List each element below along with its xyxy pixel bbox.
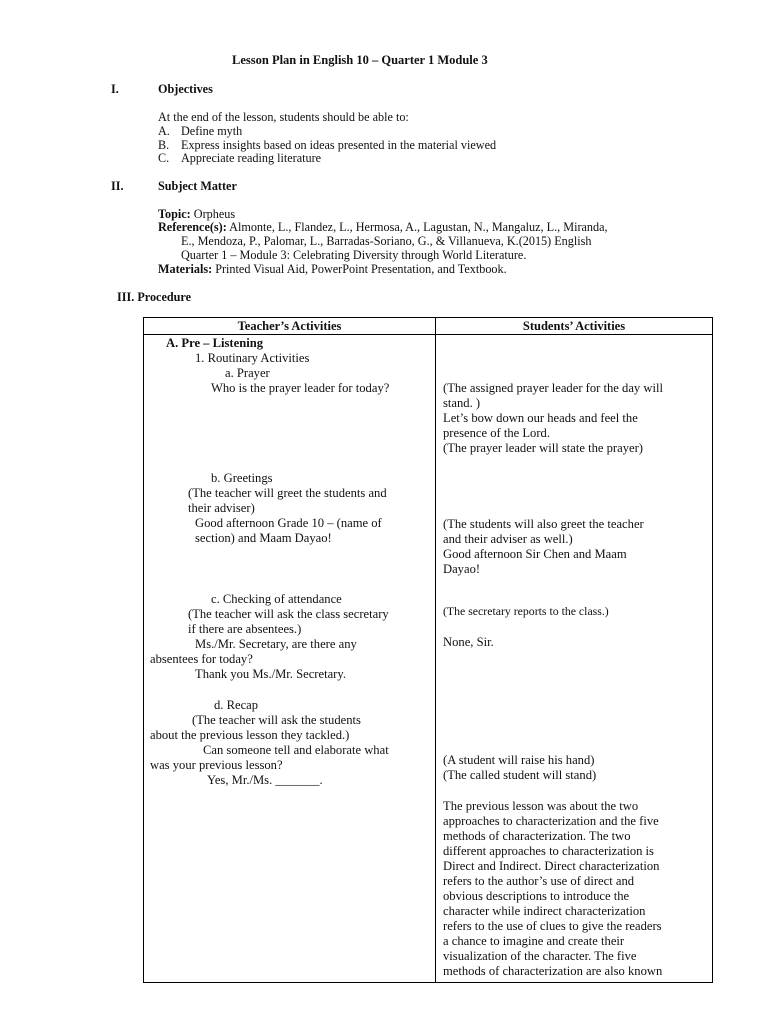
prayer-response-2: stand. )	[443, 396, 481, 410]
reference-text: Almonte, L., Flandez, L., Hermosa, A., Lagustan, N., Mangaluz, L., Miranda,	[229, 220, 608, 234]
routinary-activities: 1. Routinary Activities	[195, 351, 310, 365]
recap-answer-line: methods of characterization are also known	[443, 964, 663, 978]
prayer-question: Who is the prayer leader for today?	[211, 381, 390, 395]
page-title: Lesson Plan in English 10 – Quarter 1 Module 3	[232, 53, 488, 67]
reference-line-2: E., Mendoza, P., Palomar, L., Barradas-Soriano, G., & Villanueva, K.(2015) English	[181, 234, 592, 248]
recap-answer-line: obvious descriptions to introduce the	[443, 889, 630, 903]
objective-item-text: Express insights based on ideas presented in the material viewed	[181, 138, 497, 152]
recap-answer-line: refers to the use of clues to give the readers	[443, 919, 662, 933]
recap-question-2: was your previous lesson?	[150, 758, 283, 772]
materials-value: Printed Visual Aid, PowerPoint Presentation, and Textbook.	[215, 262, 507, 276]
recap-note-2: about the previous lesson they tackled.)	[150, 728, 350, 742]
subject-matter-heading: Subject Matter	[158, 179, 237, 193]
greetings-line-2: section) and Maam Dayao!	[195, 531, 332, 545]
objective-item-text: Define myth	[181, 124, 243, 138]
prayer-response-5: (The prayer leader will state the prayer)	[443, 441, 643, 455]
attendance-response: (The secretary reports to the class.)	[443, 604, 609, 618]
attendance-question-2: absentees for today?	[150, 652, 253, 666]
greetings-response-2: and their adviser as well.)	[443, 532, 573, 546]
pre-listening-heading: A. Pre – Listening	[166, 336, 264, 350]
prayer-response-4: presence of the Lord.	[443, 426, 550, 440]
recap-answer-line: Direct and Indirect. Direct characterization	[443, 859, 660, 873]
topic-value: Orpheus	[193, 207, 236, 221]
objectives-heading: Objectives	[158, 82, 213, 96]
recap-answer-line: character while indirect characterization	[443, 904, 646, 918]
attendance-question-1: Ms./Mr. Secretary, are there any	[195, 637, 357, 651]
greetings-label: b. Greetings	[211, 471, 273, 485]
subject-matter-number: II.	[111, 179, 124, 193]
recap-answer-line: different approaches to characterization is	[443, 844, 654, 858]
recap-note-1: (The teacher will ask the students	[192, 713, 361, 727]
students-activities-header: Students’ Activities	[522, 319, 626, 333]
greetings-note-1: (The teacher will greet the students and	[188, 486, 387, 500]
attendance-thanks: Thank you Ms./Mr. Secretary.	[195, 667, 346, 681]
attendance-note-2: if there are absentees.)	[188, 622, 302, 636]
objectives-intro: At the end of the lesson, students should be able to:	[158, 110, 409, 124]
topic-label: Topic:	[158, 207, 191, 221]
teacher-activities-header: Teacher’s Activities	[237, 319, 342, 333]
recap-answer-line: refers to the author’s use of direct and	[443, 874, 635, 888]
greetings-response-1: (The students will also greet the teacher	[443, 517, 644, 531]
recap-question-1: Can someone tell and elaborate what	[203, 743, 389, 757]
greetings-note-2: their adviser)	[188, 501, 255, 515]
greetings-response-3: Good afternoon Sir Chen and Maam	[443, 547, 627, 561]
procedure-table	[143, 317, 713, 983]
attendance-label: c. Checking of attendance	[211, 592, 342, 606]
prayer-label: a. Prayer	[225, 366, 270, 380]
recap-call: Yes, Mr./Ms. _______.	[207, 773, 323, 787]
recap-response-2: (The called student will stand)	[443, 768, 597, 782]
recap-answer-line: visualization of the character. The five	[443, 949, 637, 963]
recap-answer-line: approaches to characterization and the five	[443, 814, 659, 828]
recap-answer-line: a chance to imagine and create their	[443, 934, 625, 948]
objective-item-text: Appreciate reading literature	[181, 151, 322, 165]
recap-answer-line: The previous lesson was about the two	[443, 799, 639, 813]
procedure-heading: III. Procedure	[117, 290, 192, 304]
attendance-note-1: (The teacher will ask the class secretary	[188, 607, 389, 621]
prayer-response-3: Let’s bow down our heads and feel the	[443, 411, 638, 425]
objective-item-letter: A.	[158, 124, 170, 138]
materials-line	[158, 262, 507, 277]
objective-item-letter: C.	[158, 151, 170, 165]
recap-answer-line: methods of characterization. The two	[443, 829, 631, 843]
reference-label: Reference(s):	[158, 220, 227, 234]
greetings-response-4: Dayao!	[443, 562, 481, 576]
objectives-number: I.	[111, 82, 119, 96]
materials-label: Materials:	[158, 262, 213, 276]
column-divider	[435, 318, 436, 982]
prayer-response-1: (The assigned prayer leader for the day will	[443, 381, 663, 395]
header-divider	[144, 334, 712, 335]
reference-line-3: Quarter 1 – Module 3: Celebrating Diversity through World Literature.	[181, 248, 527, 262]
reference-line-1	[158, 220, 608, 235]
objective-item-letter: B.	[158, 138, 170, 152]
recap-label: d. Recap	[214, 698, 259, 712]
greetings-line-1: Good afternoon Grade 10 – (name of	[195, 516, 382, 530]
recap-response-1: (A student will raise his hand)	[443, 753, 595, 767]
attendance-answer: None, Sir.	[443, 635, 494, 649]
